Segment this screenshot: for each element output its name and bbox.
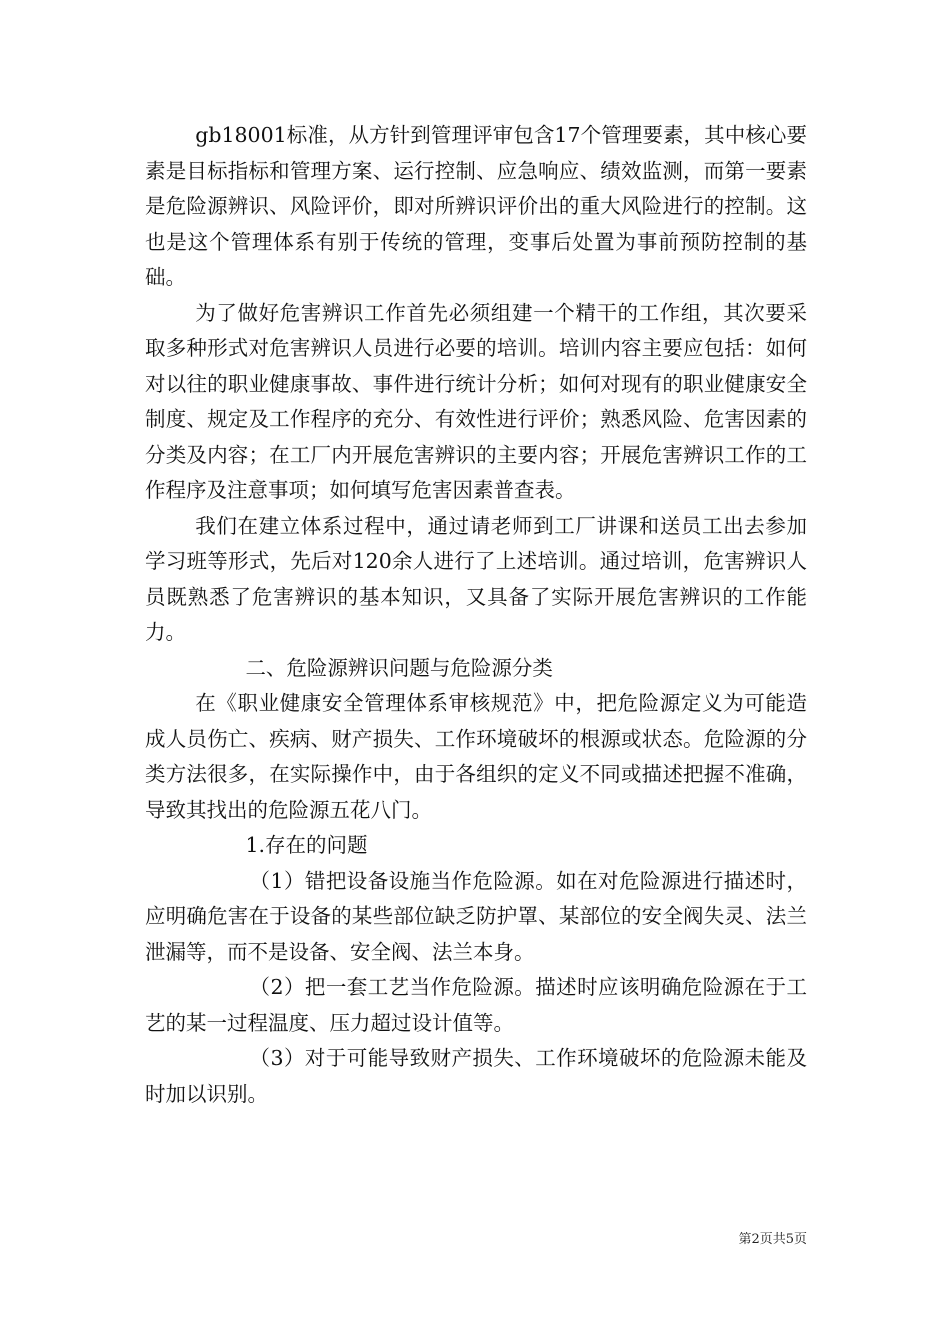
- document-body: [145, 118, 807, 1112]
- section-heading: 二、危险源辨识问题与危险源分类: [245, 655, 553, 680]
- list-item: （2）把一套工艺当作危险源。描述时应该明确危险源在于工艺的某一过程温度、压力超过设计值等。: [145, 975, 807, 1035]
- body-paragraph: gb18001标准，从方针到管理评审包含17个管理要素，其中核心要素是目标指标和管理方案、运行控制、应急响应、绩效监测，而第一要素是危险源辨识、风险评价，即对所辨识评价出的重大风险进行的控制。这也是这个管理体系有别于传统的管理，变事后处置为事前预防控制的基础。: [145, 123, 807, 289]
- body-paragraph: 为了做好危害辨识工作首先必须组建一个精干的工作组，其次要采取多种形式对危害辨识人员进行必要的培训。培训内容主要应包括：如何对以往的职业健康事故、事件进行统计分析；如何对现有的职业健康安全制度、规定及工作程序的充分、有效性进行评价；熟悉风险、危害因素的分类及内容；在工厂内开展危害辨识的主要内容；开展危害辨识工作的工作程序及注意事项；如何填写危害因素普查表。: [145, 300, 807, 502]
- list-item: （1）错把设备设施当作危险源。如在对危险源进行描述时，应明确危害在于设备的某些部位缺乏防护罩、某部位的安全阀失灵、法兰泄漏等，而不是设备、安全阀、法兰本身。: [145, 868, 807, 964]
- page-number: 第2页共5页: [738, 1232, 807, 1247]
- subsection-heading: 1.存在的问题: [245, 833, 368, 857]
- body-paragraph: 在《职业健康安全管理体系审核规范》中，把危险源定义为可能造成人员伤亡、疾病、财产损失、工作环境破坏的根源或状态。危险源的分类方法很多，在实际操作中，由于各组织的定义不同或描述把握不准确，导致其找出的危险源五花八门。: [145, 691, 807, 822]
- body-paragraph: 我们在建立体系过程中，通过请老师到工厂讲课和送员工出去参加学习班等形式，先后对120余人进行了上述培训。通过培训，危害辨识人员既熟悉了危害辨识的基本知识，又具备了实际开展危害辨识的工作能力。: [145, 513, 807, 644]
- list-item: （3）对于可能导致财产损失、工作环境破坏的危险源未能及时加以识别。: [145, 1046, 807, 1106]
